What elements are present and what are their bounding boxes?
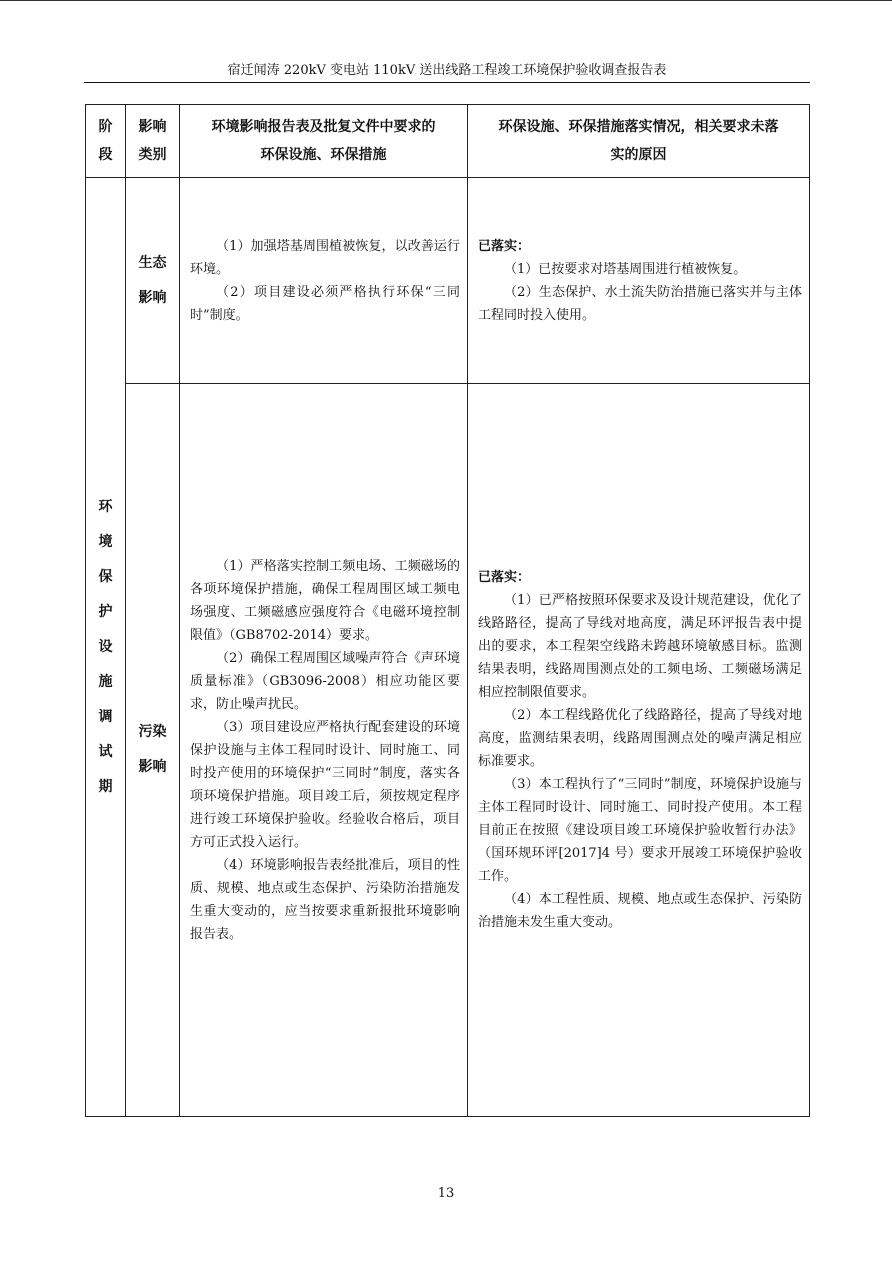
header-implementation-status: [468, 105, 810, 178]
category-pollution: [126, 384, 180, 1117]
stage-label-vertical: [86, 490, 125, 805]
header-stage: [86, 105, 126, 178]
header-rule: [84, 82, 810, 83]
requirement-item: （1）严格落实控制工频电场、工频磁场的各项环境保护措施，确保工程周围区域工频电场强度、工频磁感应强度符合《电磁环境控制限值》（GB8702-2014）要求。: [190, 558, 460, 643]
category-label-line: 影响: [138, 289, 167, 306]
requirements-ecological: [180, 178, 468, 384]
table-row-ecological: [86, 178, 810, 384]
header-implementation-line: 环保设施、环保措施落实情况，相关要求未落: [498, 119, 779, 135]
page-number: 13: [437, 1186, 455, 1201]
implementation-item: （2）本工程线路优化了线路路径，提高了导线对地高度，监测结果表明，线路周围测点处的噪声满足相应标准要求。: [478, 708, 802, 769]
requirement-item: （4）环境影响报告表经批准后，项目的性质、规模、地点或生态保护、污染防治措施发生重大变动的，应当按要求重新报批环境影响报告表。: [190, 857, 460, 942]
stage-char: 护: [98, 603, 113, 620]
implementation-item: （4）本工程性质、规模、地点或生态保护、污染防治措施未发生重大变动。: [478, 892, 802, 930]
header-required-measures: [180, 105, 468, 178]
implementation-pollution: [468, 384, 810, 1117]
table-row-pollution: [86, 384, 810, 1117]
acceptance-table: [85, 104, 810, 1117]
implementation-item: （1）已严格按照环保要求及设计规范建设，优化了线路路径，提高了导线对地高度，满足环评报告表中提出的要求，本工程架空线路未跨越环境敏感目标。监测结果表明，线路周围测点处的工频电场、工频磁场满足相应控制限值要求。: [478, 593, 802, 700]
implementation-item: （3）本工程执行了“三同时”制度，环境保护设施与主体工程同时设计、同时施工、同时投产使用。本工程目前正在按照《建设项目竣工环境保护验收暂行办法》（国环规环评[2017]4 号）要求开展竣工环境保护验收工作。: [478, 777, 802, 884]
requirement-item: （2）确保工程周围区域噪声符合《声环境质量标准》（GB3096-2008）相应功能区要求，防止噪声扰民。: [190, 650, 460, 712]
requirement-item: （2）项目建设必须严格执行环保“三同时”制度。: [190, 284, 460, 323]
stage-cell: [86, 178, 126, 1117]
implementation-ecological: [468, 178, 810, 384]
header-category-line: 类别: [138, 147, 167, 163]
status-label: 已落实：: [478, 238, 531, 254]
requirements-pollution: [180, 384, 468, 1117]
category-label-line: 污染: [138, 724, 167, 740]
stage-char: 保: [98, 568, 113, 585]
header-required-line: 环保设施、环保措施: [260, 147, 387, 163]
stage-char: 期: [98, 778, 113, 795]
category-label-line: 影响: [138, 759, 167, 775]
header-stage-line: 阶: [98, 119, 113, 135]
page-header-title: 宿迁闻涛 220kV 变电站 110kV 送出线路工程竣工环境保护验收调查报告表: [227, 63, 667, 78]
requirement-item: （3）项目建设应严格执行配套建设的环境保护设施与主体工程同时设计、同时施工、同时投产使用的环境保护“三同时”制度，落实各项环境保护措施。项目竣工后，须按规定程序进行竣工环境保护验收。经验收合格后，项目方可正式投入运行。: [190, 719, 460, 850]
header-category: [126, 105, 180, 178]
requirement-item: （1）加强塔基周围植被恢复，以改善运行环境。: [190, 238, 460, 277]
header-stage-line: 段: [98, 147, 113, 163]
status-label: 已落实：: [478, 570, 531, 585]
implementation-item: （2）生态保护、水土流失防治措施已落实并与主体工程同时投入使用。: [478, 284, 802, 323]
page-top-rule: [0, 0, 892, 1]
implementation-item: （1）已按要求对塔基周围进行植被恢复。: [504, 261, 747, 277]
stage-char: 试: [98, 743, 113, 760]
table-header-row: [86, 105, 810, 178]
stage-char: 调: [98, 708, 113, 725]
header-category-line: 影响: [138, 119, 167, 135]
stage-char: 设: [98, 638, 113, 655]
category-ecological: [126, 178, 180, 384]
stage-char: 施: [98, 673, 113, 690]
header-required-line: 环境影响报告表及批复文件中要求的: [211, 119, 436, 135]
stage-char: 环: [98, 498, 113, 515]
stage-char: 境: [98, 533, 113, 550]
category-label-line: 生态: [138, 254, 167, 271]
header-implementation-line: 实的原因: [610, 147, 667, 163]
